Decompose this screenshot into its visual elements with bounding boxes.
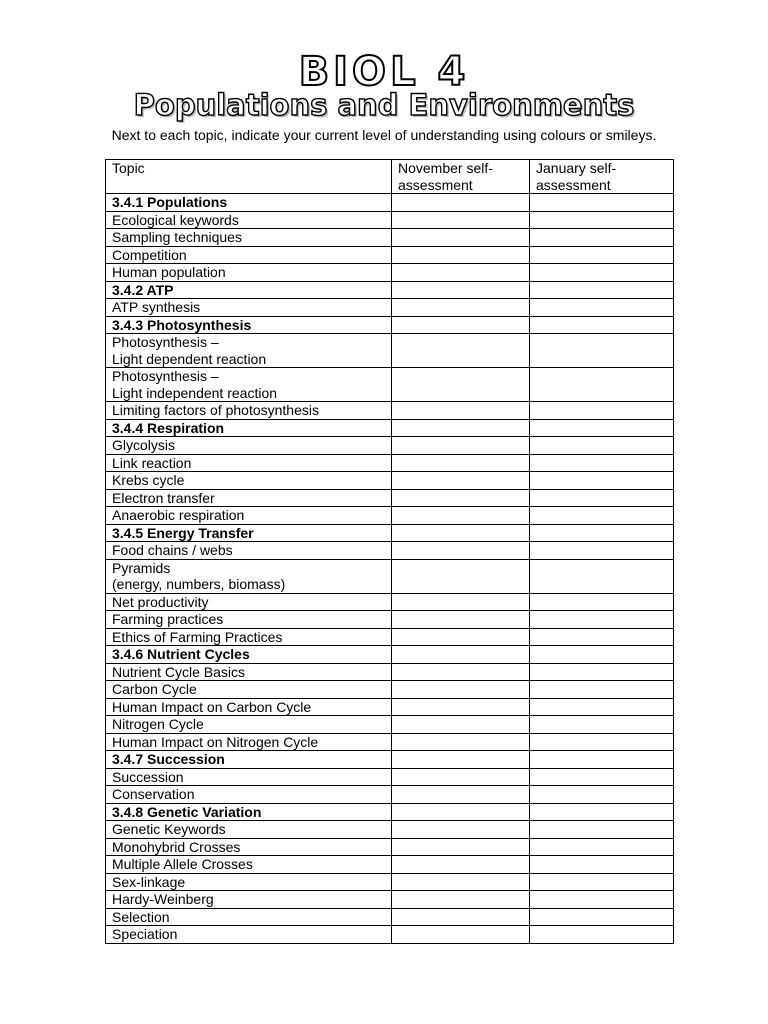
january-assessment-cell[interactable] <box>530 768 674 786</box>
january-assessment-cell[interactable] <box>530 838 674 856</box>
table-row <box>106 768 674 786</box>
topic-cell: Multiple Allele Crosses <box>106 856 392 874</box>
january-assessment-cell[interactable] <box>530 559 674 593</box>
table-row <box>106 698 674 716</box>
january-assessment-cell[interactable] <box>530 402 674 420</box>
table-row <box>106 368 674 402</box>
november-assessment-cell[interactable] <box>392 768 530 786</box>
topic-cell: Glycolysis <box>106 437 392 455</box>
table-row <box>106 908 674 926</box>
topic-cell: Succession <box>106 768 392 786</box>
table-row <box>106 402 674 420</box>
november-assessment-cell[interactable] <box>392 246 530 264</box>
january-assessment-cell[interactable] <box>530 698 674 716</box>
january-assessment-cell[interactable] <box>530 489 674 507</box>
november-assessment-cell[interactable] <box>392 542 530 560</box>
table-row <box>106 472 674 490</box>
topic-cell: Photosynthesis – Light dependent reaction <box>106 334 392 368</box>
november-assessment-cell[interactable] <box>392 299 530 317</box>
topic-cell: Ecological keywords <box>106 211 392 229</box>
january-assessment-cell[interactable] <box>530 281 674 299</box>
section-row <box>106 646 674 664</box>
january-assessment-cell[interactable] <box>530 891 674 909</box>
section-row <box>106 419 674 437</box>
topic-cell: Sampling techniques <box>106 229 392 247</box>
january-assessment-cell[interactable] <box>530 908 674 926</box>
table-row <box>106 821 674 839</box>
topic-cell: Conservation <box>106 786 392 804</box>
january-assessment-cell[interactable] <box>530 246 674 264</box>
table-row <box>106 264 674 282</box>
january-assessment-cell[interactable] <box>530 437 674 455</box>
topic-cell: Hardy-Weinberg <box>106 891 392 909</box>
table-row <box>106 663 674 681</box>
table-row <box>106 891 674 909</box>
november-assessment-cell[interactable] <box>392 524 530 542</box>
section-heading: 3.4.7 Succession <box>106 751 392 769</box>
january-assessment-cell[interactable] <box>530 628 674 646</box>
table-row <box>106 229 674 247</box>
table-row <box>106 542 674 560</box>
header-topic: Topic <box>106 160 392 194</box>
table-row <box>106 926 674 944</box>
november-assessment-cell[interactable] <box>392 507 530 525</box>
table-row <box>106 786 674 804</box>
january-assessment-cell[interactable] <box>530 873 674 891</box>
january-assessment-cell[interactable] <box>530 334 674 368</box>
topic-cell: Link reaction <box>106 454 392 472</box>
topic-cell: Limiting factors of photosynthesis <box>106 402 392 420</box>
november-assessment-cell[interactable] <box>392 402 530 420</box>
section-row <box>106 803 674 821</box>
topic-cell: Ethics of Farming Practices <box>106 628 392 646</box>
section-heading: 3.4.4 Respiration <box>106 419 392 437</box>
topic-cell: Anaerobic respiration <box>106 507 392 525</box>
november-assessment-cell[interactable] <box>392 489 530 507</box>
january-assessment-cell[interactable] <box>530 542 674 560</box>
november-assessment-cell[interactable] <box>392 264 530 282</box>
topic-cell: Monohybrid Crosses <box>106 838 392 856</box>
november-assessment-cell[interactable] <box>392 194 530 212</box>
table-row <box>106 681 674 699</box>
november-assessment-cell[interactable] <box>392 838 530 856</box>
november-assessment-cell[interactable] <box>392 419 530 437</box>
january-assessment-cell[interactable] <box>530 646 674 664</box>
topic-cell: Genetic Keywords <box>106 821 392 839</box>
table-row <box>106 211 674 229</box>
january-assessment-cell[interactable] <box>530 194 674 212</box>
header-january: January self- assessment <box>530 160 674 194</box>
november-assessment-cell[interactable] <box>392 856 530 874</box>
section-row <box>106 751 674 769</box>
november-assessment-cell[interactable] <box>392 873 530 891</box>
table-row <box>106 628 674 646</box>
section-row <box>106 281 674 299</box>
january-assessment-cell[interactable] <box>530 419 674 437</box>
january-assessment-cell[interactable] <box>530 211 674 229</box>
table-row <box>106 856 674 874</box>
january-assessment-cell[interactable] <box>530 663 674 681</box>
november-assessment-cell[interactable] <box>392 751 530 769</box>
table-row <box>106 559 674 593</box>
november-assessment-cell[interactable] <box>392 611 530 629</box>
topic-cell: Speciation <box>106 926 392 944</box>
january-assessment-cell[interactable] <box>530 299 674 317</box>
self-assessment-table <box>105 159 674 944</box>
table-row <box>106 454 674 472</box>
table-row <box>106 489 674 507</box>
section-heading: 3.4.5 Energy Transfer <box>106 524 392 542</box>
table-row <box>106 873 674 891</box>
topic-cell: Human population <box>106 264 392 282</box>
november-assessment-cell[interactable] <box>392 334 530 368</box>
table-row <box>106 507 674 525</box>
january-assessment-cell[interactable] <box>530 593 674 611</box>
january-assessment-cell[interactable] <box>530 681 674 699</box>
table-header-row <box>106 160 674 194</box>
january-assessment-cell[interactable] <box>530 751 674 769</box>
table-row <box>106 299 674 317</box>
november-assessment-cell[interactable] <box>392 229 530 247</box>
november-assessment-cell[interactable] <box>392 786 530 804</box>
topic-cell: Food chains / webs <box>106 542 392 560</box>
topic-cell: Photosynthesis – Light independent reaction <box>106 368 392 402</box>
january-assessment-cell[interactable] <box>530 472 674 490</box>
topic-cell: Electron transfer <box>106 489 392 507</box>
section-heading: 3.4.2 ATP <box>106 281 392 299</box>
topic-cell: Pyramids (energy, numbers, biomass) <box>106 559 392 593</box>
november-assessment-cell[interactable] <box>392 698 530 716</box>
november-assessment-cell[interactable] <box>392 681 530 699</box>
november-assessment-cell[interactable] <box>392 454 530 472</box>
november-assessment-cell[interactable] <box>392 281 530 299</box>
january-assessment-cell[interactable] <box>530 926 674 944</box>
document-title: BIOL 4 <box>298 49 470 95</box>
january-assessment-cell[interactable] <box>530 733 674 751</box>
january-assessment-cell[interactable] <box>530 454 674 472</box>
november-assessment-cell[interactable] <box>392 926 530 944</box>
table-row <box>106 437 674 455</box>
november-assessment-cell[interactable] <box>392 211 530 229</box>
topic-cell: Carbon Cycle <box>106 681 392 699</box>
topic-cell: Farming practices <box>106 611 392 629</box>
november-assessment-cell[interactable] <box>392 803 530 821</box>
table-row <box>106 838 674 856</box>
november-assessment-cell[interactable] <box>392 716 530 734</box>
instructions-text: Next to each topic, indicate your current level of understanding using colours or smileys. <box>111 127 657 143</box>
january-assessment-cell[interactable] <box>530 856 674 874</box>
header-november: November self- assessment <box>392 160 530 194</box>
table-row <box>106 246 674 264</box>
topic-cell: Nutrient Cycle Basics <box>106 663 392 681</box>
section-heading: 3.4.8 Genetic Variation <box>106 803 392 821</box>
topic-cell: Sex-linkage <box>106 873 392 891</box>
january-assessment-cell[interactable] <box>530 611 674 629</box>
november-assessment-cell[interactable] <box>392 559 530 593</box>
november-assessment-cell[interactable] <box>392 663 530 681</box>
section-heading: 3.4.1 Populations <box>106 194 392 212</box>
november-assessment-cell[interactable] <box>392 368 530 402</box>
topic-cell: Selection <box>106 908 392 926</box>
january-assessment-cell[interactable] <box>530 316 674 334</box>
january-assessment-cell[interactable] <box>530 507 674 525</box>
topic-cell: ATP synthesis <box>106 299 392 317</box>
section-row <box>106 316 674 334</box>
november-assessment-cell[interactable] <box>392 437 530 455</box>
november-assessment-cell[interactable] <box>392 891 530 909</box>
november-assessment-cell[interactable] <box>392 646 530 664</box>
document-subtitle: Populations and Environments <box>133 88 635 122</box>
january-assessment-cell[interactable] <box>530 821 674 839</box>
november-assessment-cell[interactable] <box>392 908 530 926</box>
november-assessment-cell[interactable] <box>392 593 530 611</box>
november-assessment-cell[interactable] <box>392 316 530 334</box>
november-assessment-cell[interactable] <box>392 628 530 646</box>
november-assessment-cell[interactable] <box>392 472 530 490</box>
january-assessment-cell[interactable] <box>530 716 674 734</box>
table-row <box>106 611 674 629</box>
january-assessment-cell[interactable] <box>530 264 674 282</box>
table-row <box>106 733 674 751</box>
january-assessment-cell[interactable] <box>530 524 674 542</box>
section-row <box>106 524 674 542</box>
section-heading: 3.4.3 Photosynthesis <box>106 316 392 334</box>
section-row <box>106 194 674 212</box>
november-assessment-cell[interactable] <box>392 733 530 751</box>
january-assessment-cell[interactable] <box>530 368 674 402</box>
topic-cell: Nitrogen Cycle <box>106 716 392 734</box>
topic-cell: Krebs cycle <box>106 472 392 490</box>
topic-cell: Competition <box>106 246 392 264</box>
section-heading: 3.4.6 Nutrient Cycles <box>106 646 392 664</box>
january-assessment-cell[interactable] <box>530 229 674 247</box>
table-row <box>106 593 674 611</box>
january-assessment-cell[interactable] <box>530 803 674 821</box>
table-row <box>106 334 674 368</box>
topic-cell: Human Impact on Carbon Cycle <box>106 698 392 716</box>
topic-cell: Human Impact on Nitrogen Cycle <box>106 733 392 751</box>
january-assessment-cell[interactable] <box>530 786 674 804</box>
table-row <box>106 716 674 734</box>
november-assessment-cell[interactable] <box>392 821 530 839</box>
topic-cell: Net productivity <box>106 593 392 611</box>
